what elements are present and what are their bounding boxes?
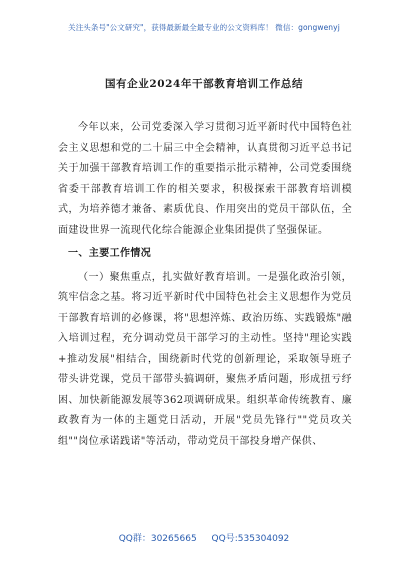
- qq-group: QQ群：30265665: [118, 534, 197, 544]
- source-banner: 关注头条号"公文研究"，获得最新最全最专业的公文资料库！ 微信：gongwenyj: [68, 23, 340, 32]
- section-heading: 一、主要工作情况: [68, 248, 152, 259]
- qq-number: QQ号:535304092: [211, 534, 290, 544]
- document-title: 国有企业2024年干部教育培训工作总结: [104, 78, 304, 90]
- section-paragraph: （一）聚焦重点，扎实做好教育培训。一是强化政治引领，筑牢信念之基。将习近平新时代中国特色社会主义思想作为党员干部教育培训的必修课，将"思想淬炼、政治历练、实践锻炼"融入培训过程，充分调动党员干部学习的主动性。坚持"理论实践+推动发展"相结合，围绕新时代党的创新理论，采取领导班子带头讲党课，党员干部带头搞调研，聚焦矛盾问题，形成扭亏纾困、加快新能源发展等362项调研成果。组织革命传统教育、廉政教育为一体的主题党日活动，开展"党员先锋行""党员攻关组""岗位承诺践诺"等活动，带动党员干部投身增产保供、: [58, 271, 352, 447]
- contact-footer: [0, 531, 408, 544]
- document-body: [58, 118, 352, 452]
- intro-paragraph: 今年以来，公司党委深入学习贯彻习近平新时代中国特色社会主义思想和党的二十届三中全会精神，认真贯彻习近平总书记关于加强干部教育培训工作的重要指示批示精神，公司党委围绕省委干部教育培训工作的相关要求，积极探索干部教育培训模式，为培养德才兼备、素质优良、作用突出的党员干部队伍，全面建设世界一流现代化综合能源企业集团提供了坚强保证。: [58, 122, 352, 236]
